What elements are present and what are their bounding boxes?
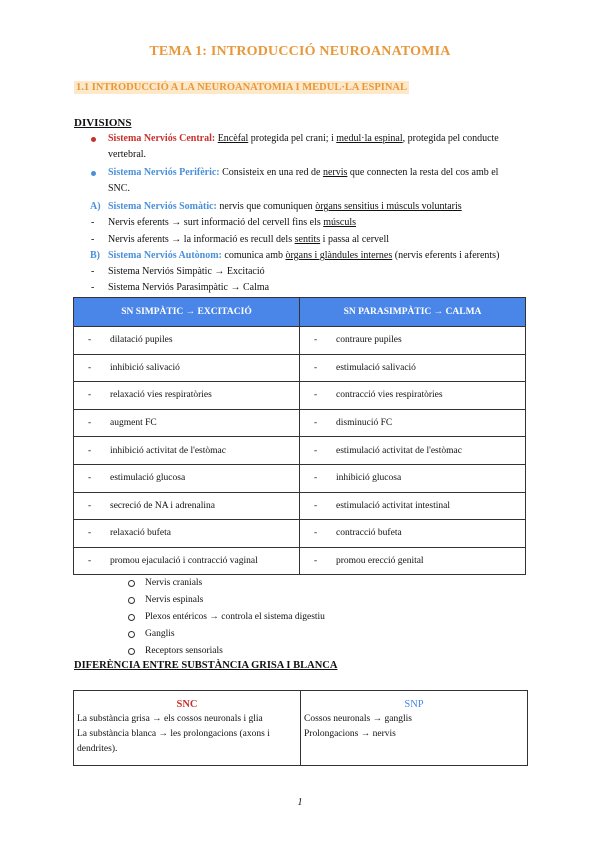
table-cell: - promou erecció genital <box>300 547 526 575</box>
table-row <box>74 327 526 355</box>
parasimpatic-line: Sistema Nerviós Parasimpàtic → Calma <box>108 282 270 293</box>
table-cell: - estimulació activitat de l'estòmac <box>300 437 526 465</box>
page-number: 1 <box>297 797 303 808</box>
table-row <box>74 520 526 548</box>
table-cell: - relaxació bufeta <box>74 520 300 548</box>
snc-title: SNC <box>176 699 198 710</box>
table-cell: - estimulació salivació <box>300 354 526 382</box>
table-cell: - promou ejaculació i contracció vaginal <box>74 547 300 575</box>
snc-bullet: Sistema Nerviós Central: Encèfal protegida pel crani; i medul·la espinal, protegida pel conducte <box>108 133 499 144</box>
snp-bullet: Sistema Nerviós Perifèric: Consisteix en una red de nervis que connecten la resta del cos amb el <box>108 167 499 178</box>
table-cell: - contracció bufeta <box>300 520 526 548</box>
circle-bullet-icon <box>128 580 135 587</box>
table-cell: - relaxació vies respiratòries <box>74 382 300 410</box>
snc-line: La substància grisa → els cossos neuronals i glia <box>77 714 263 724</box>
dash-marker: - <box>91 217 95 228</box>
marker-b: B) <box>90 250 100 261</box>
table-cell: - estimulació activitat intestinal <box>300 492 526 520</box>
table-cell: - inhibició salivació <box>74 354 300 382</box>
circle-bullet-icon <box>128 648 135 655</box>
autonom-line: Sistema Nerviós Autònom: comunica amb òrgans i glàndules internes (nervis eferents i aferents) <box>108 250 500 261</box>
table-header-row <box>74 298 526 327</box>
table-cell: - contraure pupiles <box>300 327 526 355</box>
difference-heading: DIFERÈNCIA ENTRE SUBSTÀNCIA GRISA I BLANCA <box>74 660 338 671</box>
circle-bullet-icon <box>128 597 135 604</box>
divisions-heading: DIVISIONS <box>74 117 132 129</box>
section-heading: 1.1 INTRODUCCIÓ A LA NEUROANATOMIA I MEDUL·LA ESPINAL <box>76 82 407 93</box>
marker-a: A) <box>90 201 101 212</box>
list-item: Ganglis <box>128 626 325 643</box>
table-cell: - inhibició glucosa <box>300 464 526 492</box>
peripheral-components-list <box>128 575 325 660</box>
table-cell: - estimulació glucosa <box>74 464 300 492</box>
list-item: Receptors sensorials <box>128 643 325 660</box>
snp-bullet-cont: SNC. <box>108 183 130 194</box>
blue-bullet-icon <box>91 171 96 176</box>
list-item: Nervis cranials <box>128 575 325 592</box>
snp-cell <box>301 691 528 766</box>
dash-marker: - <box>91 282 95 293</box>
red-bullet-icon <box>91 137 96 142</box>
header-parasimpatic: SN PARASIMPÀTIC → CALMA <box>300 298 526 327</box>
sympathetic-parasympathetic-table <box>73 297 526 575</box>
table-cell: - secreció de NA i adrenalina <box>74 492 300 520</box>
snp-title: SNP <box>404 699 424 710</box>
list-item: Nervis espinals <box>128 592 325 609</box>
snp-line: Prolongacions → nervis <box>304 729 396 739</box>
table-row <box>74 354 526 382</box>
aferents-line: Nervis aferents → la informació es recull dels sentits i passa al cervell <box>108 234 390 245</box>
table-row <box>74 464 526 492</box>
table-row <box>74 547 526 575</box>
snc-cell <box>74 691 301 766</box>
list-item: Plexos entéricos → controla el sistema digestiu <box>128 609 325 626</box>
table-row <box>74 437 526 465</box>
table-row <box>74 691 528 766</box>
dash-marker: - <box>91 266 95 277</box>
table-row <box>74 409 526 437</box>
table-cell: - contracció vies respiratòries <box>300 382 526 410</box>
snc-line: La substància blanca → les prolongacions (axons i dendrites). <box>77 729 270 754</box>
circle-bullet-icon <box>128 631 135 638</box>
simpatic-line: Sistema Nerviós Simpàtic → Excitació <box>108 266 265 277</box>
circle-bullet-icon <box>128 614 135 621</box>
somatic-line: Sistema Nerviós Somàtic: nervis que comuniquen òrgans sensitius i músculs voluntaris <box>108 201 462 212</box>
eferents-line: Nervis eferents → surt informació del cervell fins els músculs <box>108 217 356 228</box>
table-row <box>74 382 526 410</box>
table-cell: - augment FC <box>74 409 300 437</box>
table-cell: - dilatació pupiles <box>74 327 300 355</box>
table-cell: - disminució FC <box>300 409 526 437</box>
table-cell: - inhibició activitat de l'estòmac <box>74 437 300 465</box>
snc-bullet-cont: vertebral. <box>108 149 147 160</box>
table-row <box>74 492 526 520</box>
snp-line: Cossos neuronals → ganglis <box>304 714 412 724</box>
header-simpatic: SN SIMPÀTIC → EXCITACIÓ <box>74 298 300 327</box>
page-title: TEMA 1: INTRODUCCIÓ NEUROANATOMIA <box>149 44 451 59</box>
grey-white-matter-table <box>73 690 528 766</box>
dash-marker: - <box>91 234 95 245</box>
